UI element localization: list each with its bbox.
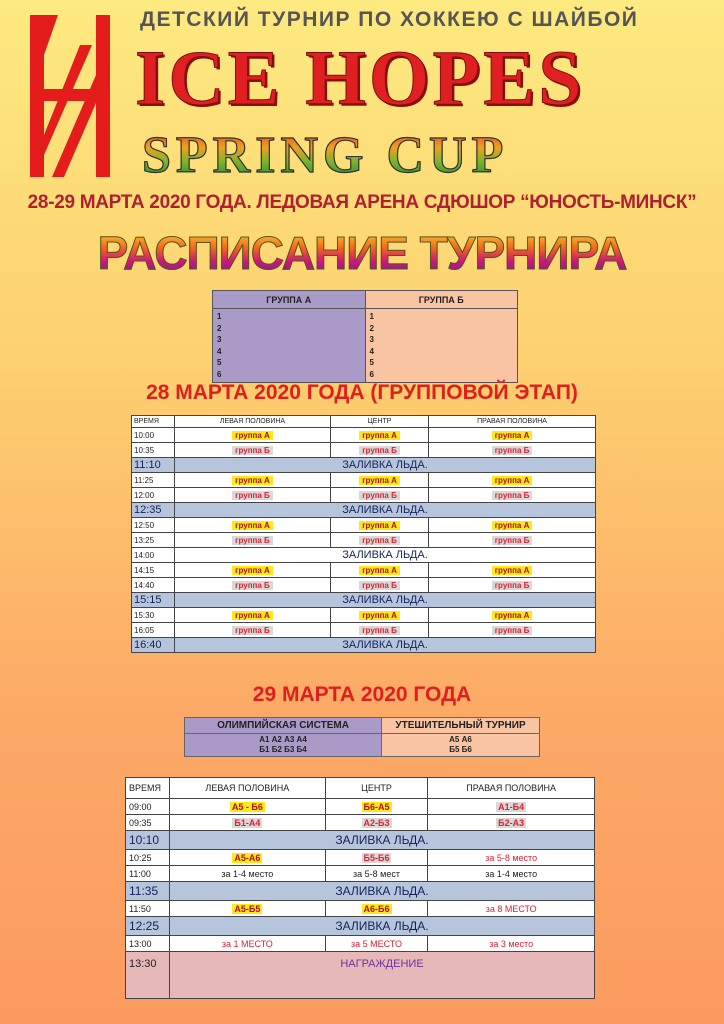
group-label: группа Б [232,536,273,545]
list-item: 1 [369,312,374,321]
row-time: 14:40 [132,578,175,593]
consolation-line: Б5 Б6 [449,745,472,754]
match-label: Б1-А4 [234,817,261,828]
match-cell [330,533,428,548]
match-cell [429,608,596,623]
row-time: 10:35 [132,443,175,458]
match-label: А5-Б5 [234,903,261,914]
match-cell [428,799,595,815]
day2-title: 29 МАРТА 2020 ГОДА [252,683,472,706]
match-cell [428,866,595,882]
match-cell [175,518,331,533]
group-label: группа Б [232,446,273,455]
row-time: 09:35 [126,815,170,831]
group-label: группа А [359,566,400,575]
table-row [132,473,596,488]
group-label: группа А [359,521,400,530]
match-cell [325,799,428,815]
match-cell [325,901,428,917]
list-item: 4 [217,346,222,356]
table-row [132,443,596,458]
award-row [126,952,595,999]
group-label: группа Б [359,536,400,545]
day1-schedule-table [131,415,596,653]
group-label: группа А [232,431,273,440]
match-label: А5 - Б6 [231,801,263,812]
list-item: 2 [369,323,374,333]
ice-resurfacing-label: ЗАЛИВКА ЛЬДА. [175,638,596,653]
list-item: 5 [369,358,374,367]
group-label: группа Б [492,446,533,455]
ice-row [126,831,595,850]
group-label: группа А [492,431,533,440]
column-header: ПРАВАЯ ПОЛОВИНА [429,416,596,428]
group-label: группа Б [359,626,400,635]
olympic-line: А1 А2 А3 А4 [259,735,307,744]
match-cell [330,488,428,503]
match-label: А6-Б6 [363,903,390,914]
row-time: 09:00 [126,799,170,815]
column-header: ЦЕНТР [325,778,428,799]
match-label: за 5-8 мест [353,868,400,879]
match-label: за 5-8 место [485,852,538,863]
column-header: ПРАВАЯ ПОЛОВИНА [428,778,595,799]
ice-resurfacing-label: ЗАЛИВКА ЛЬДА. [175,458,596,473]
group-label: группа А [492,611,533,620]
ice-row [132,548,596,563]
group-label: группа А [492,521,533,530]
row-time: 12:50 [132,518,175,533]
ice-resurfacing-label: ЗАЛИВКА ЛЬДА. [175,593,596,608]
table-row [132,578,596,593]
group-label: группа А [232,611,273,620]
table-row [126,815,595,831]
row-time: 12:35 [132,503,175,518]
match-cell [429,533,596,548]
group-label: группа А [232,566,273,575]
group-label: группа Б [232,581,273,590]
ice-row [132,593,596,608]
sub-title: SPRING CUP [142,128,702,184]
row-time: 12:25 [126,917,170,936]
match-cell [429,518,596,533]
ice-row [126,917,595,936]
ice-resurfacing-label: ЗАЛИВКА ЛЬДА. [170,882,595,901]
olympic-line: Б1 Б2 Б3 Б4 [259,745,307,754]
list-item: 2 [217,323,222,333]
match-cell [330,473,428,488]
match-cell [325,850,428,866]
table-row [132,563,596,578]
match-cell [325,936,428,952]
row-time: 11:50 [126,901,170,917]
match-cell [429,428,596,443]
group-label: группа Б [359,581,400,590]
playoff-table [184,717,540,757]
match-cell [175,473,331,488]
column-header: ЛЕВАЯ ПОЛОВИНА [175,416,331,428]
match-cell [429,623,596,638]
list-item: 6 [369,369,374,379]
group-b-list [365,309,517,383]
group-label: группа Б [492,581,533,590]
row-time: 13:00 [126,936,170,952]
group-label: группа Б [232,626,273,635]
group-label: группа Б [359,446,400,455]
table-row [132,428,596,443]
list-item: 3 [369,335,374,344]
match-cell [428,901,595,917]
match-cell [429,443,596,458]
table-row [132,533,596,548]
row-time: 12:00 [132,488,175,503]
match-cell [175,608,331,623]
list-item: 5 [217,358,222,367]
match-cell [330,428,428,443]
column-header: ВРЕМЯ [126,778,170,799]
row-time: 11:10 [132,458,175,473]
ice-resurfacing-label: ЗАЛИВКА ЛЬДА. [175,548,596,563]
table-row [126,901,595,917]
match-cell [330,578,428,593]
match-label: за 3 место [489,938,534,949]
row-time: 16:05 [132,623,175,638]
row-time: 14:00 [132,548,175,563]
row-time: 15:15 [132,593,175,608]
ice-resurfacing-label: ЗАЛИВКА ЛЬДА. [170,917,595,936]
match-cell [170,936,326,952]
match-cell [428,936,595,952]
match-cell [170,815,326,831]
group-label: группа Б [492,536,533,545]
match-cell [170,901,326,917]
table-header-row [126,778,595,799]
ice-row [126,882,595,901]
row-time: 13:30 [126,952,170,999]
match-cell [325,866,428,882]
match-cell [429,488,596,503]
day1-title: 28 МАРТА 2020 ГОДА (ГРУППОВОЙ ЭТАП) [146,381,578,404]
column-header: ЛЕВАЯ ПОЛОВИНА [170,778,326,799]
match-cell [175,533,331,548]
group-label: группа А [232,476,273,485]
table-row [126,936,595,952]
group-label: группа А [359,431,400,440]
match-cell [175,563,331,578]
consolation-line: А5 А6 [449,735,472,744]
match-cell [429,473,596,488]
match-cell [429,563,596,578]
group-label: группа А [359,611,400,620]
table-row [126,866,595,882]
row-time: 15:30 [132,608,175,623]
match-cell [175,578,331,593]
column-header: ВРЕМЯ [132,416,175,428]
group-b-header: ГРУППА Б [365,291,517,309]
table-row [132,518,596,533]
match-cell [330,518,428,533]
match-cell [330,623,428,638]
column-header: ЦЕНТР [330,416,428,428]
group-a-header: ГРУППА А [213,291,366,309]
group-label: группа А [232,521,273,530]
ice-row [132,458,596,473]
match-cell [330,608,428,623]
match-cell [175,443,331,458]
day2-schedule-table [125,777,595,999]
groups-table [212,290,518,383]
ice-resurfacing-label: ЗАЛИВКА ЛЬДА. [170,831,595,850]
row-time: 10:25 [126,850,170,866]
group-label: группа Б [492,626,533,635]
row-time: 11:25 [132,473,175,488]
row-time: 13:25 [132,533,175,548]
match-cell [428,850,595,866]
match-cell [170,799,326,815]
row-time: 10:00 [132,428,175,443]
list-item: 3 [217,335,222,344]
list-item: 4 [369,346,374,356]
olympic-header: ОЛИМПИЙСКАЯ СИСТЕМА [185,718,382,734]
top-line: ДЕТСКИЙ ТУРНИР ПО ХОККЕЮ С ШАЙБОЙ [140,8,639,31]
award-ceremony-label: НАГРАЖДЕНИЕ [170,952,595,999]
match-label: А1-Б4 [498,801,525,812]
group-label: группа Б [359,491,400,500]
match-label: А2-Б3 [363,817,390,828]
match-cell [325,815,428,831]
group-label: группа А [492,566,533,575]
row-time: 16:40 [132,638,175,653]
match-label: за 5 МЕСТО [351,938,402,949]
match-label: за 1 МЕСТО [221,938,273,949]
match-cell [428,815,595,831]
match-label: за 8 МЕСТО [485,903,537,914]
consolation-header: УТЕШИТЕЛЬНЫЙ ТУРНИР [382,718,540,734]
main-title: ICE HOPES [135,34,585,121]
match-cell [175,488,331,503]
group-a-list [213,309,366,383]
row-time: 14:15 [132,563,175,578]
table-row [132,608,596,623]
match-label: за 1-4 место [221,868,274,879]
group-label: группа Б [492,491,533,500]
match-label: А5-А6 [234,852,261,863]
table-row [126,799,595,815]
group-label: группа А [359,476,400,485]
match-cell [175,428,331,443]
match-label: Б6-А5 [363,801,390,812]
tournament-logo [30,15,110,177]
consolation-teams [382,734,540,757]
list-item: 1 [217,312,222,321]
ice-resurfacing-label: ЗАЛИВКА ЛЬДА. [175,503,596,518]
row-time: 10:10 [126,831,170,850]
table-row [132,623,596,638]
table-header-row [132,416,596,428]
schedule-title: РАСПИСАНИЕ ТУРНИРА [0,225,724,281]
table-row [126,850,595,866]
row-time: 11:35 [126,882,170,901]
match-label: за 1-4 место [485,868,538,879]
match-cell [429,578,596,593]
table-row [132,488,596,503]
ice-row [132,503,596,518]
match-cell [330,443,428,458]
match-cell [170,866,326,882]
row-time: 11:00 [126,866,170,882]
list-item: 6 [217,369,222,379]
match-cell [330,563,428,578]
olympic-teams [185,734,382,757]
match-cell [175,623,331,638]
group-label: группа Б [232,491,273,500]
ice-row [132,638,596,653]
match-label: Б5-Б6 [363,852,390,863]
group-label: группа А [492,476,533,485]
venue-line: 28-29 МАРТА 2020 ГОДА. ЛЕДОВАЯ АРЕНА СДЮШОР “ЮНОСТЬ-МИНСК” [27,192,697,213]
match-cell [170,850,326,866]
match-label: Б2-А3 [498,817,525,828]
